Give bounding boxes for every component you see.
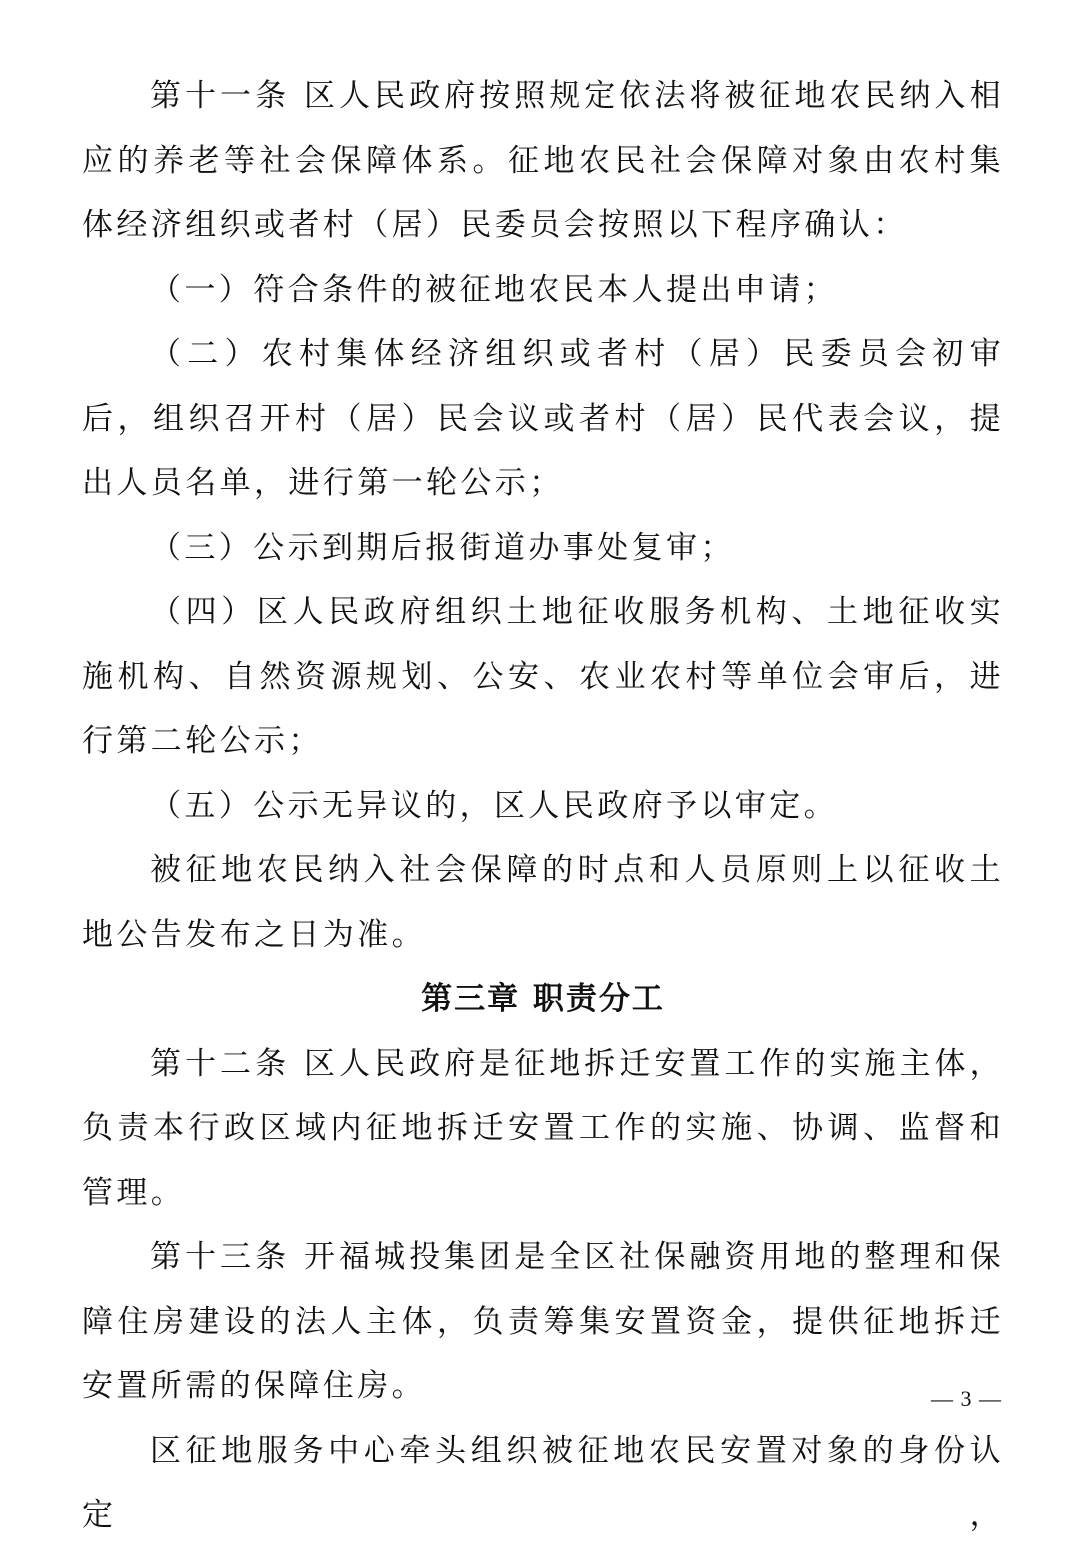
land-service-center-paragraph: 区征地服务中心牵头组织被征地农民安置对象的身份认定，	[82, 1432, 1004, 1533]
page-number: — 3 —	[931, 1386, 1002, 1411]
article-11-paragraph: 第十一条 区人民政府按照规定依法将被征地农民纳入相应的养老等社会保障体系。征地农民社会保障对象由农村集体经济组织或者村（居）民委员会按照以下程序确认：	[82, 78, 1004, 243]
procedure-item-4: （四）区人民政府组织土地征收服务机构、土地征收实施机构、自然资源规划、公安、农业农村等单位会审后，进行第二轮公示；	[82, 594, 1004, 759]
article-12-paragraph: 第十二条 区人民政府是征地拆迁安置工作的实施主体，负责本行政区域内征地拆迁安置工作的实施、协调、监督和管理。	[82, 1045, 1004, 1211]
chapter-heading: 第三章 职责分工	[421, 981, 665, 1017]
procedure-item-3: （三）公示到期后报街道办事处复审；	[150, 529, 735, 566]
procedure-item-2: （二）农村集体经济组织或者村（居）民委员会初审后，组织召开村（居）民会议或者村（居）民代表会议，提出人员名单，进行第一轮公示；	[82, 336, 1004, 501]
procedure-item-5: （五）公示无异议的，区人民政府予以审定。	[150, 787, 838, 824]
social-security-timing-paragraph: 被征地农民纳入社会保障的时点和人员原则上以征收土地公告发布之日为准。	[82, 852, 1004, 953]
document-body	[82, 64, 1004, 1548]
article-13-paragraph: 第十三条 开福城投集团是全区社保融资用地的整理和保障住房建设的法人主体，负责筹集安置资金，提供征地拆迁安置所需的保障住房。	[82, 1239, 1004, 1404]
procedure-item-1: （一）符合条件的被征地农民本人提出申请；	[150, 271, 838, 308]
